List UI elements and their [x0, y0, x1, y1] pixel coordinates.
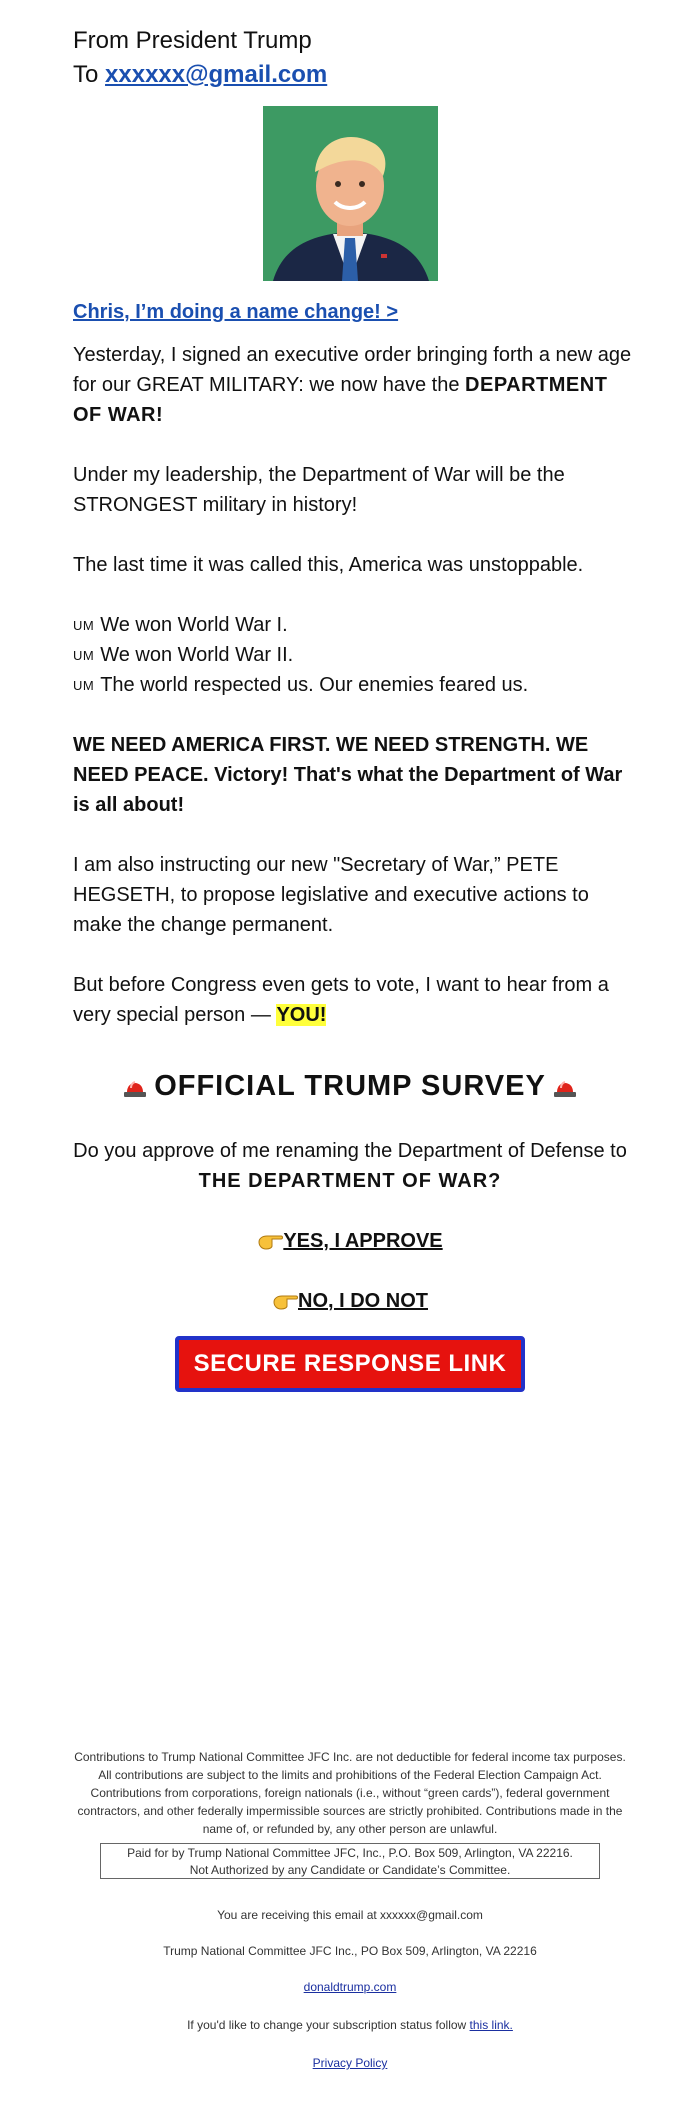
receiving-email-text: You are receiving this email at xxxxxx@gmail.com [217, 1908, 483, 1922]
list-tag: UM [73, 618, 95, 633]
subscription-row [70, 2016, 630, 2034]
intro-bold: DEPARTMENT OF WAR! [73, 374, 608, 426]
portrait-photo [263, 106, 438, 281]
yes-approve-link[interactable]: YES, I APPROVE [283, 1230, 443, 1252]
list-item-text: We won World War II. [100, 644, 294, 666]
list-item [73, 670, 633, 701]
no-do-not-link[interactable]: NO, I DO NOT [298, 1290, 428, 1312]
privacy-row [70, 2054, 630, 2072]
list-tag: UM [73, 648, 95, 663]
list-item-text: We won World War I. [100, 614, 288, 636]
survey-title-text: OFFICIAL TRUMP SURVEY [154, 1070, 546, 1102]
survey-question [60, 1136, 640, 1196]
to-line [73, 58, 327, 92]
secure-response-button[interactable]: SECURE RESPONSE LINK [175, 1336, 525, 1392]
paid-for-line1: Paid for by Trump National Committee JFC, Inc., P.O. Box 509, Arlington, VA 22216. [127, 1846, 573, 1860]
congress-text: But before Congress even gets to vote, I want to hear from a very special person — [73, 974, 609, 1026]
pointing-hand-icon [257, 1230, 283, 1250]
footer-address: Trump National Committee JFC Inc., PO Box 509, Arlington, VA 22216 [163, 1944, 537, 1958]
siren-icon [122, 1072, 148, 1098]
paragraph-secretary: I am also instructing our new "Secretary of War,” PETE HEGSETH, to propose legislative and executive actions to make the change permanent. [73, 854, 589, 936]
list-item [73, 640, 633, 671]
paragraph-last-time: The last time it was called this, America was unstoppable. [73, 554, 584, 576]
survey-question-text: Do you approve of me renaming the Department of Defense to [73, 1140, 627, 1162]
legal-disclaimer: Contributions to Trump National Committee JFC Inc. are not deductible for federal income tax purposes. All contributions are subject to the limits and prohibitions of the Federal Election Campaign Act. Contributions from corporations, foreign nationals (i.e., without “green cards”), federal government contractors, and other federally impermissible sources are strictly prohibited. Contributions made in the name of, or refunded by, any other person are unlawful. [74, 1750, 626, 1836]
survey-question-bold: THE DEPARTMENT OF WAR? [198, 1170, 502, 1192]
to-prefix: To [73, 61, 99, 88]
site-link-row [70, 1978, 630, 1996]
intro-text: Yesterday, I signed an executive order bringing forth a new age for our GREAT MILITARY: we now have the [73, 344, 632, 396]
siren-icon [552, 1072, 578, 1098]
yes-option[interactable] [0, 1226, 700, 1256]
paragraph-leadership: Under my leadership, the Department of War will be the STRONGEST military in history! [73, 464, 565, 516]
privacy-policy-link[interactable]: Privacy Policy [312, 2056, 388, 2070]
headline-link[interactable]: Chris, I’m doing a name change! > [73, 301, 399, 323]
pointing-hand-icon [272, 1290, 298, 1310]
recipient-email-link[interactable]: xxxxxx@gmail.com [105, 61, 328, 88]
portrait-illustration [263, 106, 438, 281]
from-line: From President Trump [73, 27, 312, 54]
paid-for-line2: Not Authorized by any Candidate or Candidate’s Committee. [189, 1863, 511, 1877]
no-option[interactable] [0, 1286, 700, 1316]
paragraph-congress [73, 970, 633, 1030]
list-item-text: The world respected us. Our enemies feared us. [100, 674, 529, 696]
list-item [73, 610, 633, 641]
paragraph-america-first: WE NEED AMERICA FIRST. WE NEED STRENGTH. WE NEED PEACE. Victory! That's what the Department of War is all about! [73, 734, 623, 816]
you-highlight: YOU! [276, 1004, 327, 1026]
subscription-link[interactable]: this link. [469, 2018, 513, 2032]
paid-for-box [100, 1843, 600, 1879]
survey-title [0, 1066, 700, 1106]
donaldtrump-link[interactable]: donaldtrump.com [303, 1980, 397, 1994]
subscription-text: If you'd like to change your subscription status follow [187, 2018, 467, 2032]
paragraph-intro [73, 340, 633, 430]
list-tag: UM [73, 678, 95, 693]
